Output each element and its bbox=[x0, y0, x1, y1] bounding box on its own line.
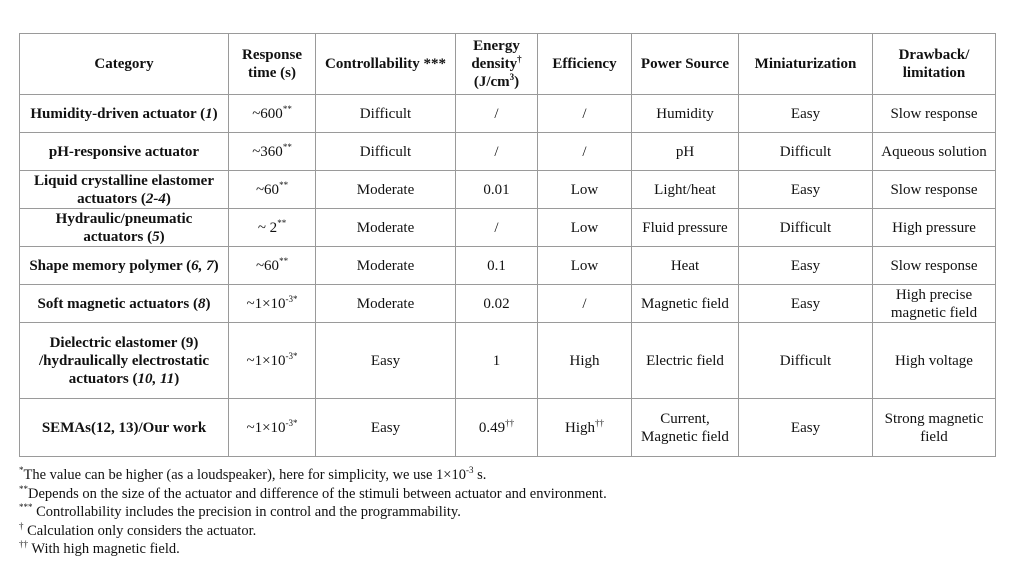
cell-drawback: Aqueous solution bbox=[873, 133, 996, 171]
cell-power-source: Heat bbox=[632, 247, 739, 285]
efficiency-text: / bbox=[582, 295, 587, 312]
header-energy-text: Energy density bbox=[471, 38, 520, 72]
cell-drawback: High voltage bbox=[873, 323, 996, 399]
category-text: Humidity-driven actuator bbox=[30, 105, 197, 122]
cell-power-source: Humidity bbox=[632, 95, 739, 133]
ref-open: ( bbox=[140, 190, 146, 207]
cell-efficiency bbox=[538, 323, 632, 399]
header-controllability: Controllability *** bbox=[316, 34, 456, 95]
response-sup: -3* bbox=[285, 417, 298, 428]
footnote-mark: *** bbox=[19, 502, 33, 512]
cell-miniaturization: Easy bbox=[739, 399, 873, 457]
cell-energy-density bbox=[456, 95, 538, 133]
cell-category bbox=[20, 209, 229, 247]
cell-category bbox=[20, 399, 229, 457]
response-text: ~ 2 bbox=[257, 219, 278, 236]
footnote-text: The value can be higher (as a loudspeaker), here for simplicity, we use 1×10 bbox=[23, 467, 466, 483]
cell-controllability: Moderate bbox=[316, 209, 456, 247]
category-text: pH-responsive actuator bbox=[48, 143, 200, 160]
cell-power-source: Electric field bbox=[632, 323, 739, 399]
cell-efficiency bbox=[538, 171, 632, 209]
cell-miniaturization: Difficult bbox=[739, 323, 873, 399]
footnote-text: Controllability includes the precision in control and the programmability. bbox=[32, 504, 461, 520]
cell-energy-density bbox=[456, 247, 538, 285]
ref-number: 10, 11 bbox=[137, 370, 175, 387]
cell-efficiency bbox=[538, 399, 632, 457]
cell-power-source: Light/heat bbox=[632, 171, 739, 209]
header-energy-sup: † bbox=[517, 54, 522, 64]
cell-energy-density bbox=[456, 285, 538, 323]
response-text: ~360 bbox=[252, 143, 283, 160]
table-row bbox=[20, 133, 996, 171]
header-miniaturization: Miniaturization bbox=[739, 34, 873, 95]
energy-text: 0.02 bbox=[483, 295, 510, 312]
cell-response-time bbox=[229, 285, 316, 323]
header-energy-unit: (J/cm bbox=[473, 74, 510, 90]
category-text: Hydraulic/pneumatic actuators bbox=[55, 210, 193, 245]
table-row bbox=[20, 285, 996, 323]
footnote-mark: † bbox=[19, 520, 24, 531]
footnote-mark: * bbox=[19, 465, 24, 475]
footnote-mark: ** bbox=[19, 483, 28, 494]
cell-controllability: Moderate bbox=[316, 247, 456, 285]
cell-response-time bbox=[229, 399, 316, 457]
category-text: Liquid crystalline elastomer actuators bbox=[34, 172, 214, 207]
table-row bbox=[20, 171, 996, 209]
ref-open: ( bbox=[200, 105, 206, 122]
cell-miniaturization: Easy bbox=[739, 95, 873, 133]
table-row bbox=[20, 399, 996, 457]
table-row bbox=[20, 323, 996, 399]
cell-drawback: High pressure bbox=[873, 209, 996, 247]
cell-category bbox=[20, 323, 229, 399]
cell-energy-density bbox=[456, 171, 538, 209]
category-text: SEMAs(12, 13)/Our work bbox=[41, 419, 207, 436]
cell-controllability: Moderate bbox=[316, 285, 456, 323]
efficiency-text: Low bbox=[570, 181, 599, 198]
efficiency-text: / bbox=[582, 143, 587, 160]
energy-text: 0.01 bbox=[483, 181, 510, 198]
cell-power-source: Current, Magnetic field bbox=[632, 399, 739, 457]
response-sup: ** bbox=[277, 217, 287, 228]
cell-controllability: Difficult bbox=[316, 133, 456, 171]
energy-text: 0.1 bbox=[487, 257, 506, 274]
cell-controllability: Easy bbox=[316, 323, 456, 399]
header-response-time bbox=[229, 34, 316, 95]
response-sup: ** bbox=[279, 255, 289, 266]
header-response-time-text: Response time (s) bbox=[241, 47, 302, 81]
ref-number: 6, 7 bbox=[191, 257, 214, 274]
table-row bbox=[20, 247, 996, 285]
cell-category bbox=[20, 133, 229, 171]
cell-efficiency bbox=[538, 209, 632, 247]
response-text: ~60 bbox=[255, 257, 280, 274]
cell-category bbox=[20, 95, 229, 133]
response-text: ~60 bbox=[255, 181, 280, 198]
cell-miniaturization: Easy bbox=[739, 171, 873, 209]
footnote bbox=[19, 503, 607, 522]
header-drawback: Drawback/ limitation bbox=[873, 34, 996, 95]
header-power-source: Power Source bbox=[632, 34, 739, 95]
footnote bbox=[19, 485, 607, 504]
cell-response-time bbox=[229, 209, 316, 247]
footnote bbox=[19, 540, 607, 559]
footnote bbox=[19, 522, 607, 541]
efficiency-text: High bbox=[565, 419, 595, 436]
footnote bbox=[19, 466, 607, 485]
cell-response-time bbox=[229, 95, 316, 133]
table-row bbox=[20, 95, 996, 133]
cell-energy-density bbox=[456, 323, 538, 399]
footnote-end: s. bbox=[473, 467, 487, 483]
cell-efficiency bbox=[538, 95, 632, 133]
response-text: ~1×10 bbox=[246, 352, 286, 369]
ref-open: ( bbox=[147, 228, 153, 245]
header-row bbox=[20, 34, 996, 95]
cell-power-source: Fluid pressure bbox=[632, 209, 739, 247]
cell-efficiency bbox=[538, 285, 632, 323]
ref-number: 5 bbox=[152, 228, 160, 245]
cell-power-source: Magnetic field bbox=[632, 285, 739, 323]
cell-power-source: pH bbox=[632, 133, 739, 171]
energy-text: 1 bbox=[492, 352, 501, 369]
header-energy-unit-end: ) bbox=[514, 74, 520, 90]
response-sup: ** bbox=[282, 141, 292, 152]
cell-controllability: Moderate bbox=[316, 171, 456, 209]
efficiency-text: Low bbox=[570, 219, 599, 236]
category-text: Dielectric elastomer (9) /hydraulically electrostatic actuators bbox=[38, 334, 210, 387]
table-row bbox=[20, 209, 996, 247]
ref-open: ( bbox=[186, 257, 192, 274]
cell-energy-density bbox=[456, 133, 538, 171]
energy-text: / bbox=[494, 219, 499, 236]
efficiency-text: / bbox=[582, 105, 587, 122]
cell-category bbox=[20, 285, 229, 323]
response-sup: -3* bbox=[285, 293, 298, 304]
ref-open: ( bbox=[132, 370, 138, 387]
category-text: Shape memory polymer bbox=[29, 257, 183, 274]
ref-number: 8 bbox=[197, 295, 206, 312]
cell-category bbox=[20, 247, 229, 285]
response-text: ~600 bbox=[252, 105, 283, 122]
ref-close: ) bbox=[159, 228, 165, 245]
cell-controllability: Easy bbox=[316, 399, 456, 457]
energy-text: / bbox=[494, 105, 499, 122]
ref-close: ) bbox=[165, 190, 171, 207]
response-sup: -3* bbox=[285, 350, 298, 361]
cell-drawback: High precise magnetic field bbox=[873, 285, 996, 323]
footnote-text: With high magnetic field. bbox=[28, 541, 180, 557]
ref-open: ( bbox=[192, 295, 198, 312]
cell-energy-density bbox=[456, 209, 538, 247]
response-sup: ** bbox=[282, 103, 292, 114]
comparison-table bbox=[19, 33, 996, 457]
response-text: ~1×10 bbox=[246, 295, 286, 312]
efficiency-text: Low bbox=[570, 257, 599, 274]
footnote-text: Calculation only considers the actuator. bbox=[23, 522, 257, 539]
ref-close: ) bbox=[205, 295, 211, 312]
cell-efficiency bbox=[538, 133, 632, 171]
cell-controllability: Difficult bbox=[316, 95, 456, 133]
footnotes bbox=[19, 466, 607, 559]
header-efficiency: Efficiency bbox=[538, 34, 632, 95]
cell-efficiency bbox=[538, 247, 632, 285]
header-energy-density bbox=[456, 34, 538, 95]
ref-number: 2-4 bbox=[145, 190, 166, 207]
ref-close: ) bbox=[213, 257, 219, 274]
cell-miniaturization: Difficult bbox=[739, 133, 873, 171]
footnote-mark: †† bbox=[19, 539, 28, 549]
header-energy-unit-sup: 3 bbox=[509, 72, 515, 82]
cell-drawback: Slow response bbox=[873, 95, 996, 133]
cell-drawback: Slow response bbox=[873, 171, 996, 209]
footnote-sup: -3 bbox=[465, 465, 474, 475]
energy-sup: †† bbox=[505, 417, 515, 428]
energy-text: / bbox=[494, 143, 499, 160]
ref-close: ) bbox=[212, 105, 218, 122]
cell-miniaturization: Difficult bbox=[739, 209, 873, 247]
cell-response-time bbox=[229, 323, 316, 399]
cell-drawback: Slow response bbox=[873, 247, 996, 285]
response-text: ~1×10 bbox=[246, 419, 286, 436]
table-body bbox=[20, 95, 996, 457]
cell-miniaturization: Easy bbox=[739, 247, 873, 285]
footnote-text: Depends on the size of the actuator and difference of the stimuli between actuator and environment. bbox=[28, 485, 607, 502]
efficiency-text: High bbox=[569, 352, 600, 369]
efficiency-sup: †† bbox=[595, 417, 604, 428]
ref-number: 1 bbox=[205, 105, 213, 122]
category-text: Soft magnetic actuators bbox=[37, 295, 190, 312]
cell-category bbox=[20, 171, 229, 209]
cell-response-time bbox=[229, 133, 316, 171]
cell-response-time bbox=[229, 247, 316, 285]
cell-energy-density bbox=[456, 399, 538, 457]
ref-close: ) bbox=[174, 370, 180, 387]
energy-text: 0.49 bbox=[478, 419, 506, 436]
header-category: Category bbox=[20, 34, 229, 95]
cell-response-time bbox=[229, 171, 316, 209]
cell-drawback: Strong magnetic field bbox=[873, 399, 996, 457]
response-sup: ** bbox=[279, 179, 289, 190]
cell-miniaturization: Easy bbox=[739, 285, 873, 323]
